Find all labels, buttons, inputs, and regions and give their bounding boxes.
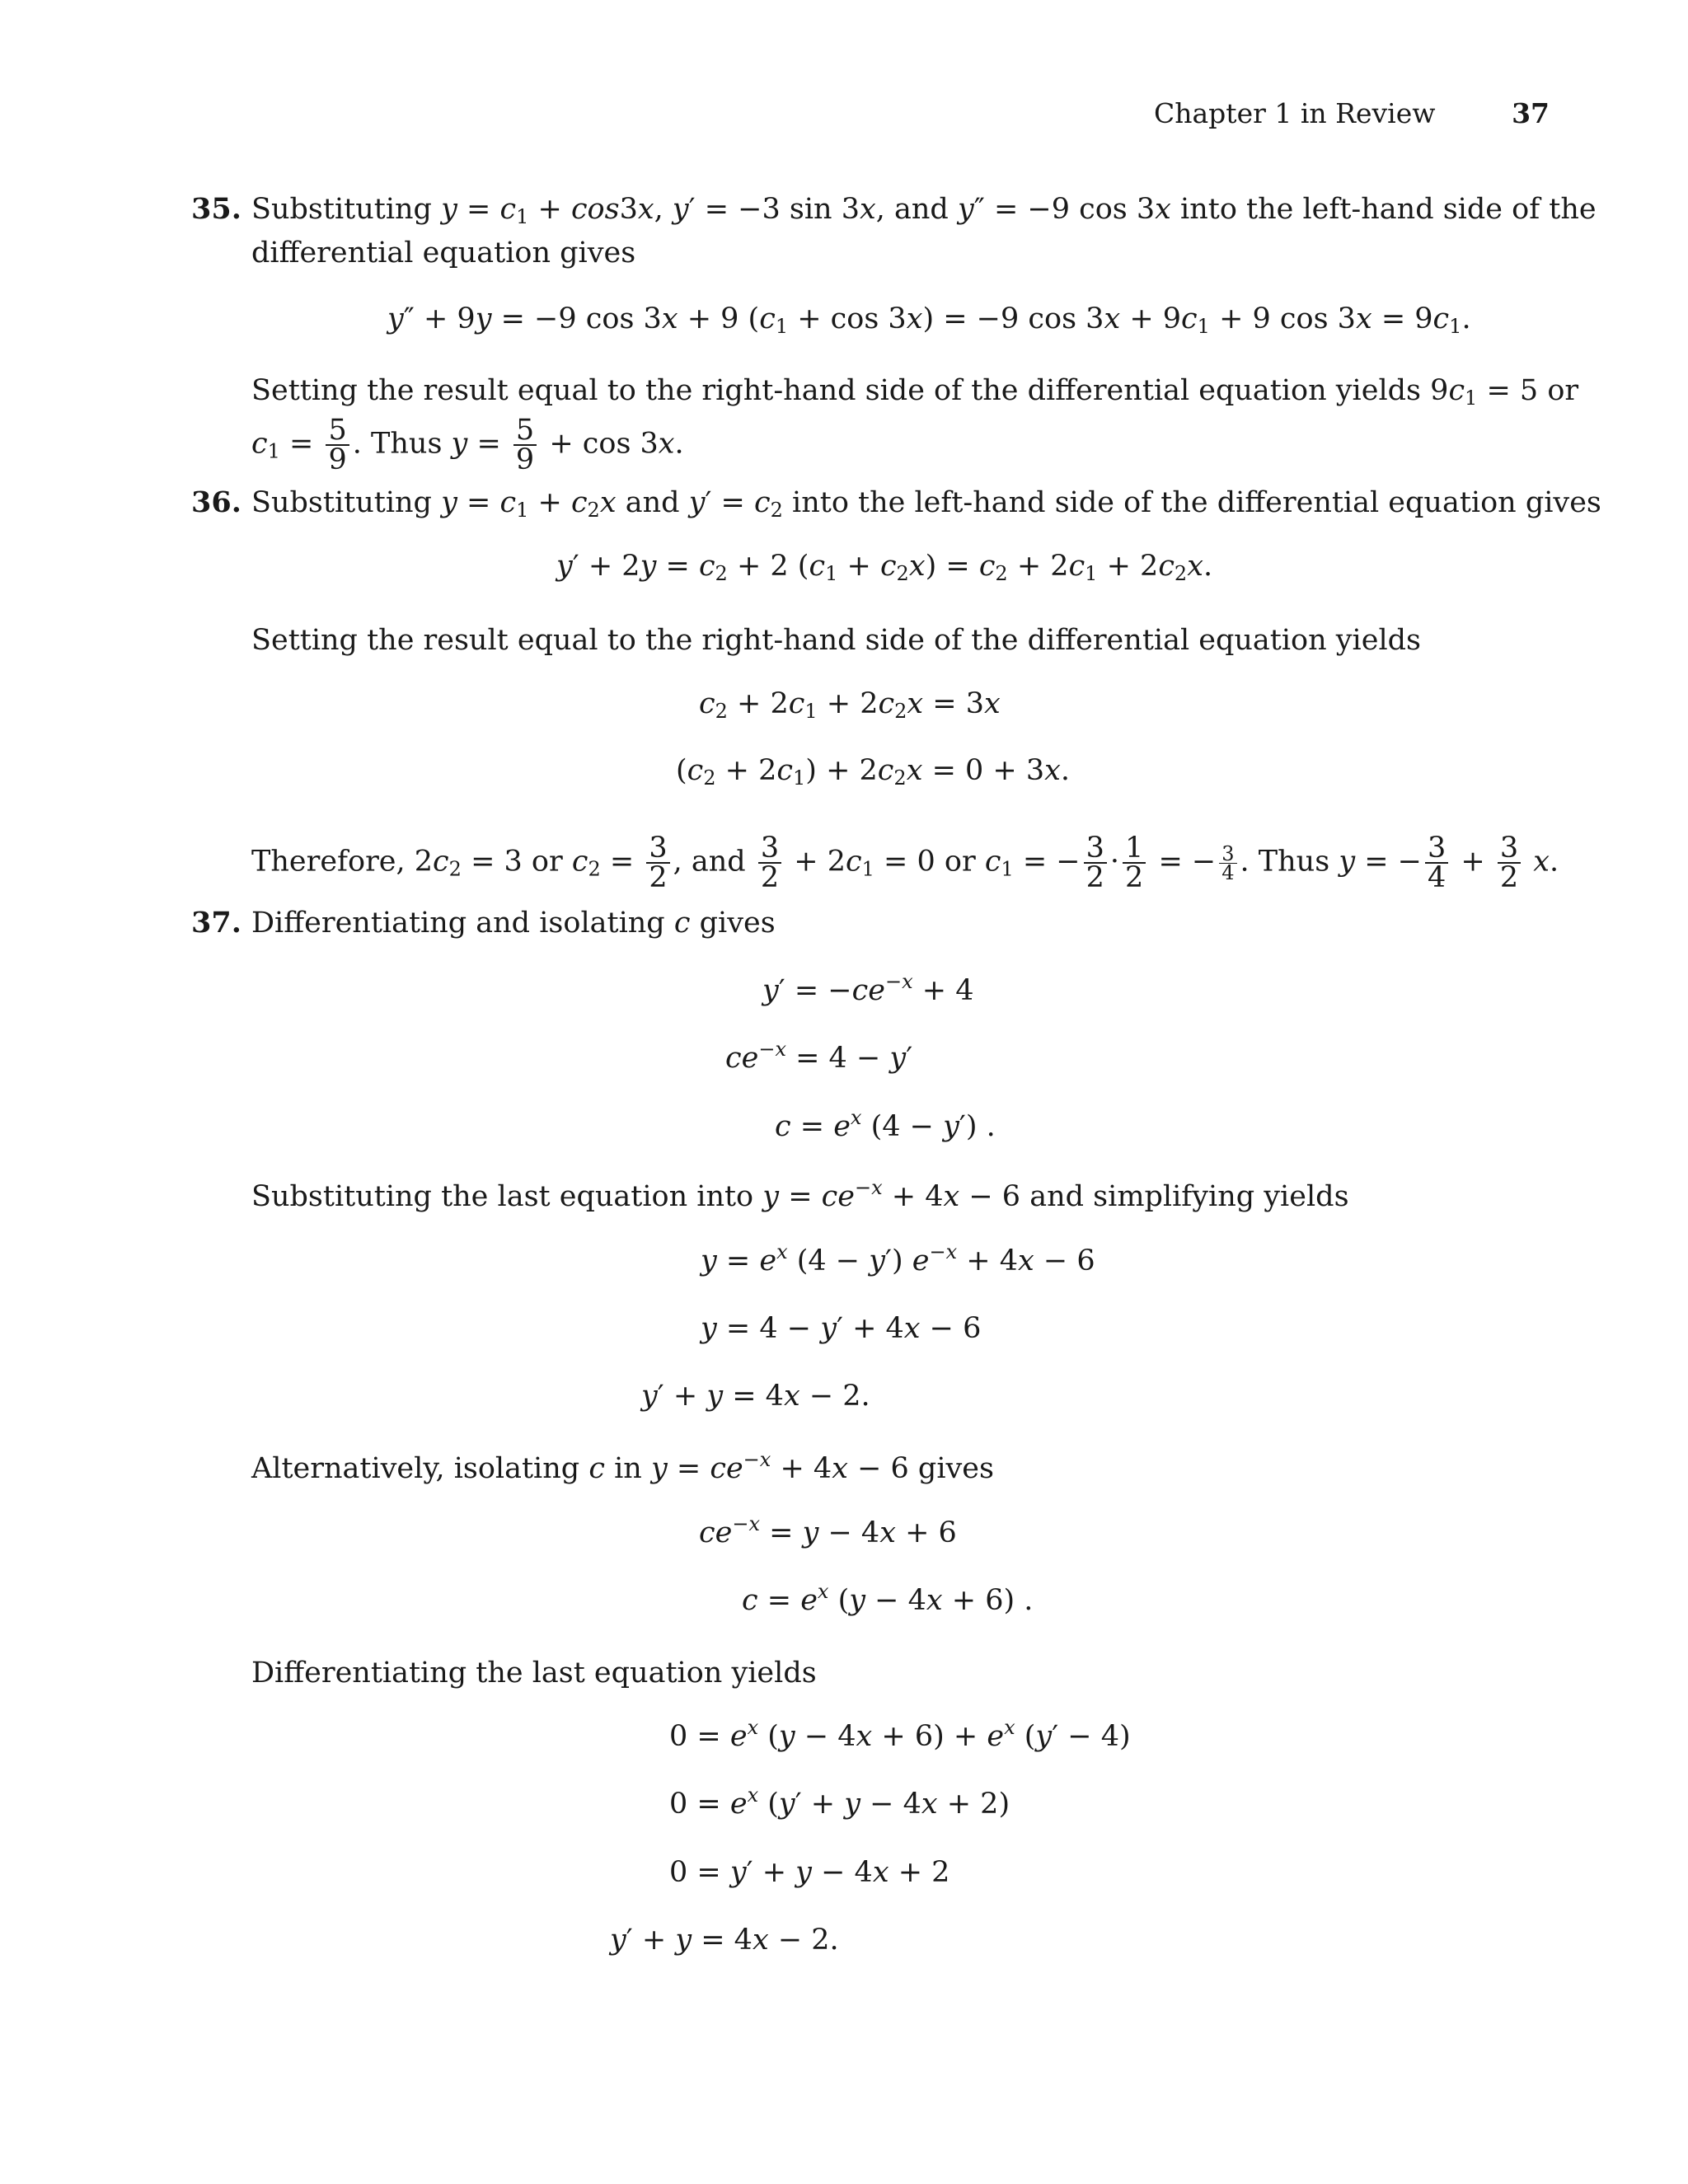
text: into the left-hand side of the differential equation gives (792, 486, 1601, 519)
p36-line-2: Setting the result equal to the right-hand side of the differential equation yields (251, 624, 1422, 657)
p35-line-2: differential equation gives (251, 237, 636, 269)
p36-equation-3: $(c_2 + 2c_1) + 2c_2x = 0 + 3x$. (676, 754, 1071, 790)
text: Differentiating and isolating (251, 907, 665, 940)
fraction: $\frac{5}{9}$ (513, 416, 537, 474)
p37-equation-6: y′ + y = 4x − 2. (641, 1380, 870, 1413)
text: and (625, 486, 680, 519)
text: or (1547, 374, 1579, 407)
p35-line-1: Substituting $y = c_1 + \cos 3x$, y′ = −3 sin 3x, and y″ = −9 cos 3x into the left-hand side of the (251, 193, 1597, 228)
text: Thus (371, 427, 443, 461)
p37-equation-3: $c = e^x$ (4 − y′) . (775, 1106, 996, 1143)
p37-equation-4: $y = e^x$ (4 − y′) $e^{-x} + 4x - 6$ (701, 1240, 1095, 1277)
p36-equation-2: $c_2 + 2c_1 + 2c_2x = 3x$ (699, 687, 1001, 723)
page-number: 37 (1512, 97, 1550, 129)
fraction: $\frac{3}{2}$ (1498, 834, 1521, 892)
p37-equation-5: y = 4 − y′ + 4x − 6 (701, 1312, 982, 1345)
p36-line-1: Substituting $y = c_1 + c_2x$ and $y' = c_2$ into the left-hand side of the differential equation gives (251, 486, 1601, 522)
text: into the left-hand side of the (1180, 193, 1597, 226)
fraction: $\frac{3}{2}$ (1084, 834, 1107, 892)
fraction: $\frac{3}{4}$ (1425, 834, 1448, 892)
p37-equation-1: $y' = -ce^{-x} + 4$ (762, 970, 974, 1007)
text: Setting the result equal to the right-hand side of the differential equation yields (251, 374, 1422, 407)
p37-equation-12: y′ + y = 4x − 2. (610, 1924, 839, 1957)
text: , and (875, 193, 949, 226)
text: or (531, 845, 563, 879)
fraction: $\frac{3}{4}$ (1219, 845, 1236, 882)
text: Substituting (251, 486, 432, 519)
fraction: $\frac{1}{2}$ (1123, 834, 1146, 892)
text: in (614, 1452, 642, 1485)
p37-equation-11: 0 = y′ + y − 4x + 2 (669, 1856, 950, 1889)
fraction: $\frac{3}{2}$ (758, 834, 781, 892)
problem-number-35: 35. (191, 192, 241, 226)
p36-line-3: Therefore, $2c_2 = 3$ or $c_2$ = $\frac{3}{2}$ , and $\frac{3}{2}$ + $2c_1 = 0$ or $c_1$ = − $\frac{3}{2}$ · $\frac{1}{2}$ = − $\frac{3}{4}$ . Thus y = − $\frac{3}{4}$ + $\frac{3}{2}$ x. (251, 832, 1559, 894)
p37-line-3: Alternatively, isolating c in $y = ce^{-x} + 4x - 6$ gives (251, 1448, 994, 1485)
fraction: $\frac{3}{2}$ (646, 834, 669, 892)
text: Thus (1258, 845, 1330, 879)
p37-equation-9: $0 = e^x$ $(y - 4x + 6) + e^x$ (y′ − 4) (669, 1716, 1131, 1753)
problem-number-36: 36. (191, 485, 241, 519)
p35-line-3: Setting the result equal to the right-hand side of the differential equation yields $9c_1 = 5$ or (251, 374, 1579, 410)
problem-number-37: 37. (191, 906, 241, 940)
p37-equation-2: $ce^{-x} = 4 - y'$ (725, 1038, 913, 1075)
text: Substituting (251, 193, 432, 226)
p37-equation-8: $c = e^x$ (y − 4x + 6) . (742, 1580, 1034, 1617)
p35-equation-1: y″ + 9y = −9 cos 3x + 9 $(c_1 + \cos 3x) = -9$ $\cos 3x + 9c_1 + 9$ $\cos 3x = 9c_1$. (387, 302, 1471, 338)
p37-line-1: Differentiating and isolating c gives (251, 907, 776, 940)
p36-equation-1: $y' + 2y = c_2 + 2$ $(c_1 + c_2x) = c_2 + 2c_1 + 2c_2x$. (556, 550, 1213, 585)
text: and (691, 845, 746, 879)
p37-equation-10: $0 = e^x$ (y′ + y − 4x + 2) (669, 1783, 1010, 1821)
chapter-title: Chapter 1 in Review (1154, 97, 1436, 129)
p35-line-4: $c_1$ = $\frac{5}{9}$ . Thus y = $\frac{5}{9}$ + cos 3x. (251, 414, 684, 476)
text: gives (917, 1452, 994, 1485)
text: or (944, 845, 976, 879)
p37-equation-7: $ce^{-x} = y - 4x + 6$ (699, 1512, 957, 1549)
text: Substituting the last equation into (251, 1180, 754, 1213)
text: and simplifying yields (1029, 1180, 1349, 1213)
p37-line-4: Differentiating the last equation yields (251, 1657, 817, 1690)
text: Alternatively, isolating (251, 1452, 580, 1485)
fraction: $\frac{5}{9}$ (326, 416, 349, 474)
text: Therefore, (251, 845, 406, 879)
p37-line-2: Substituting the last equation into $y = ce^{-x} + 4x - 6$ and simplifying yields (251, 1176, 1349, 1213)
text: gives (699, 907, 776, 940)
